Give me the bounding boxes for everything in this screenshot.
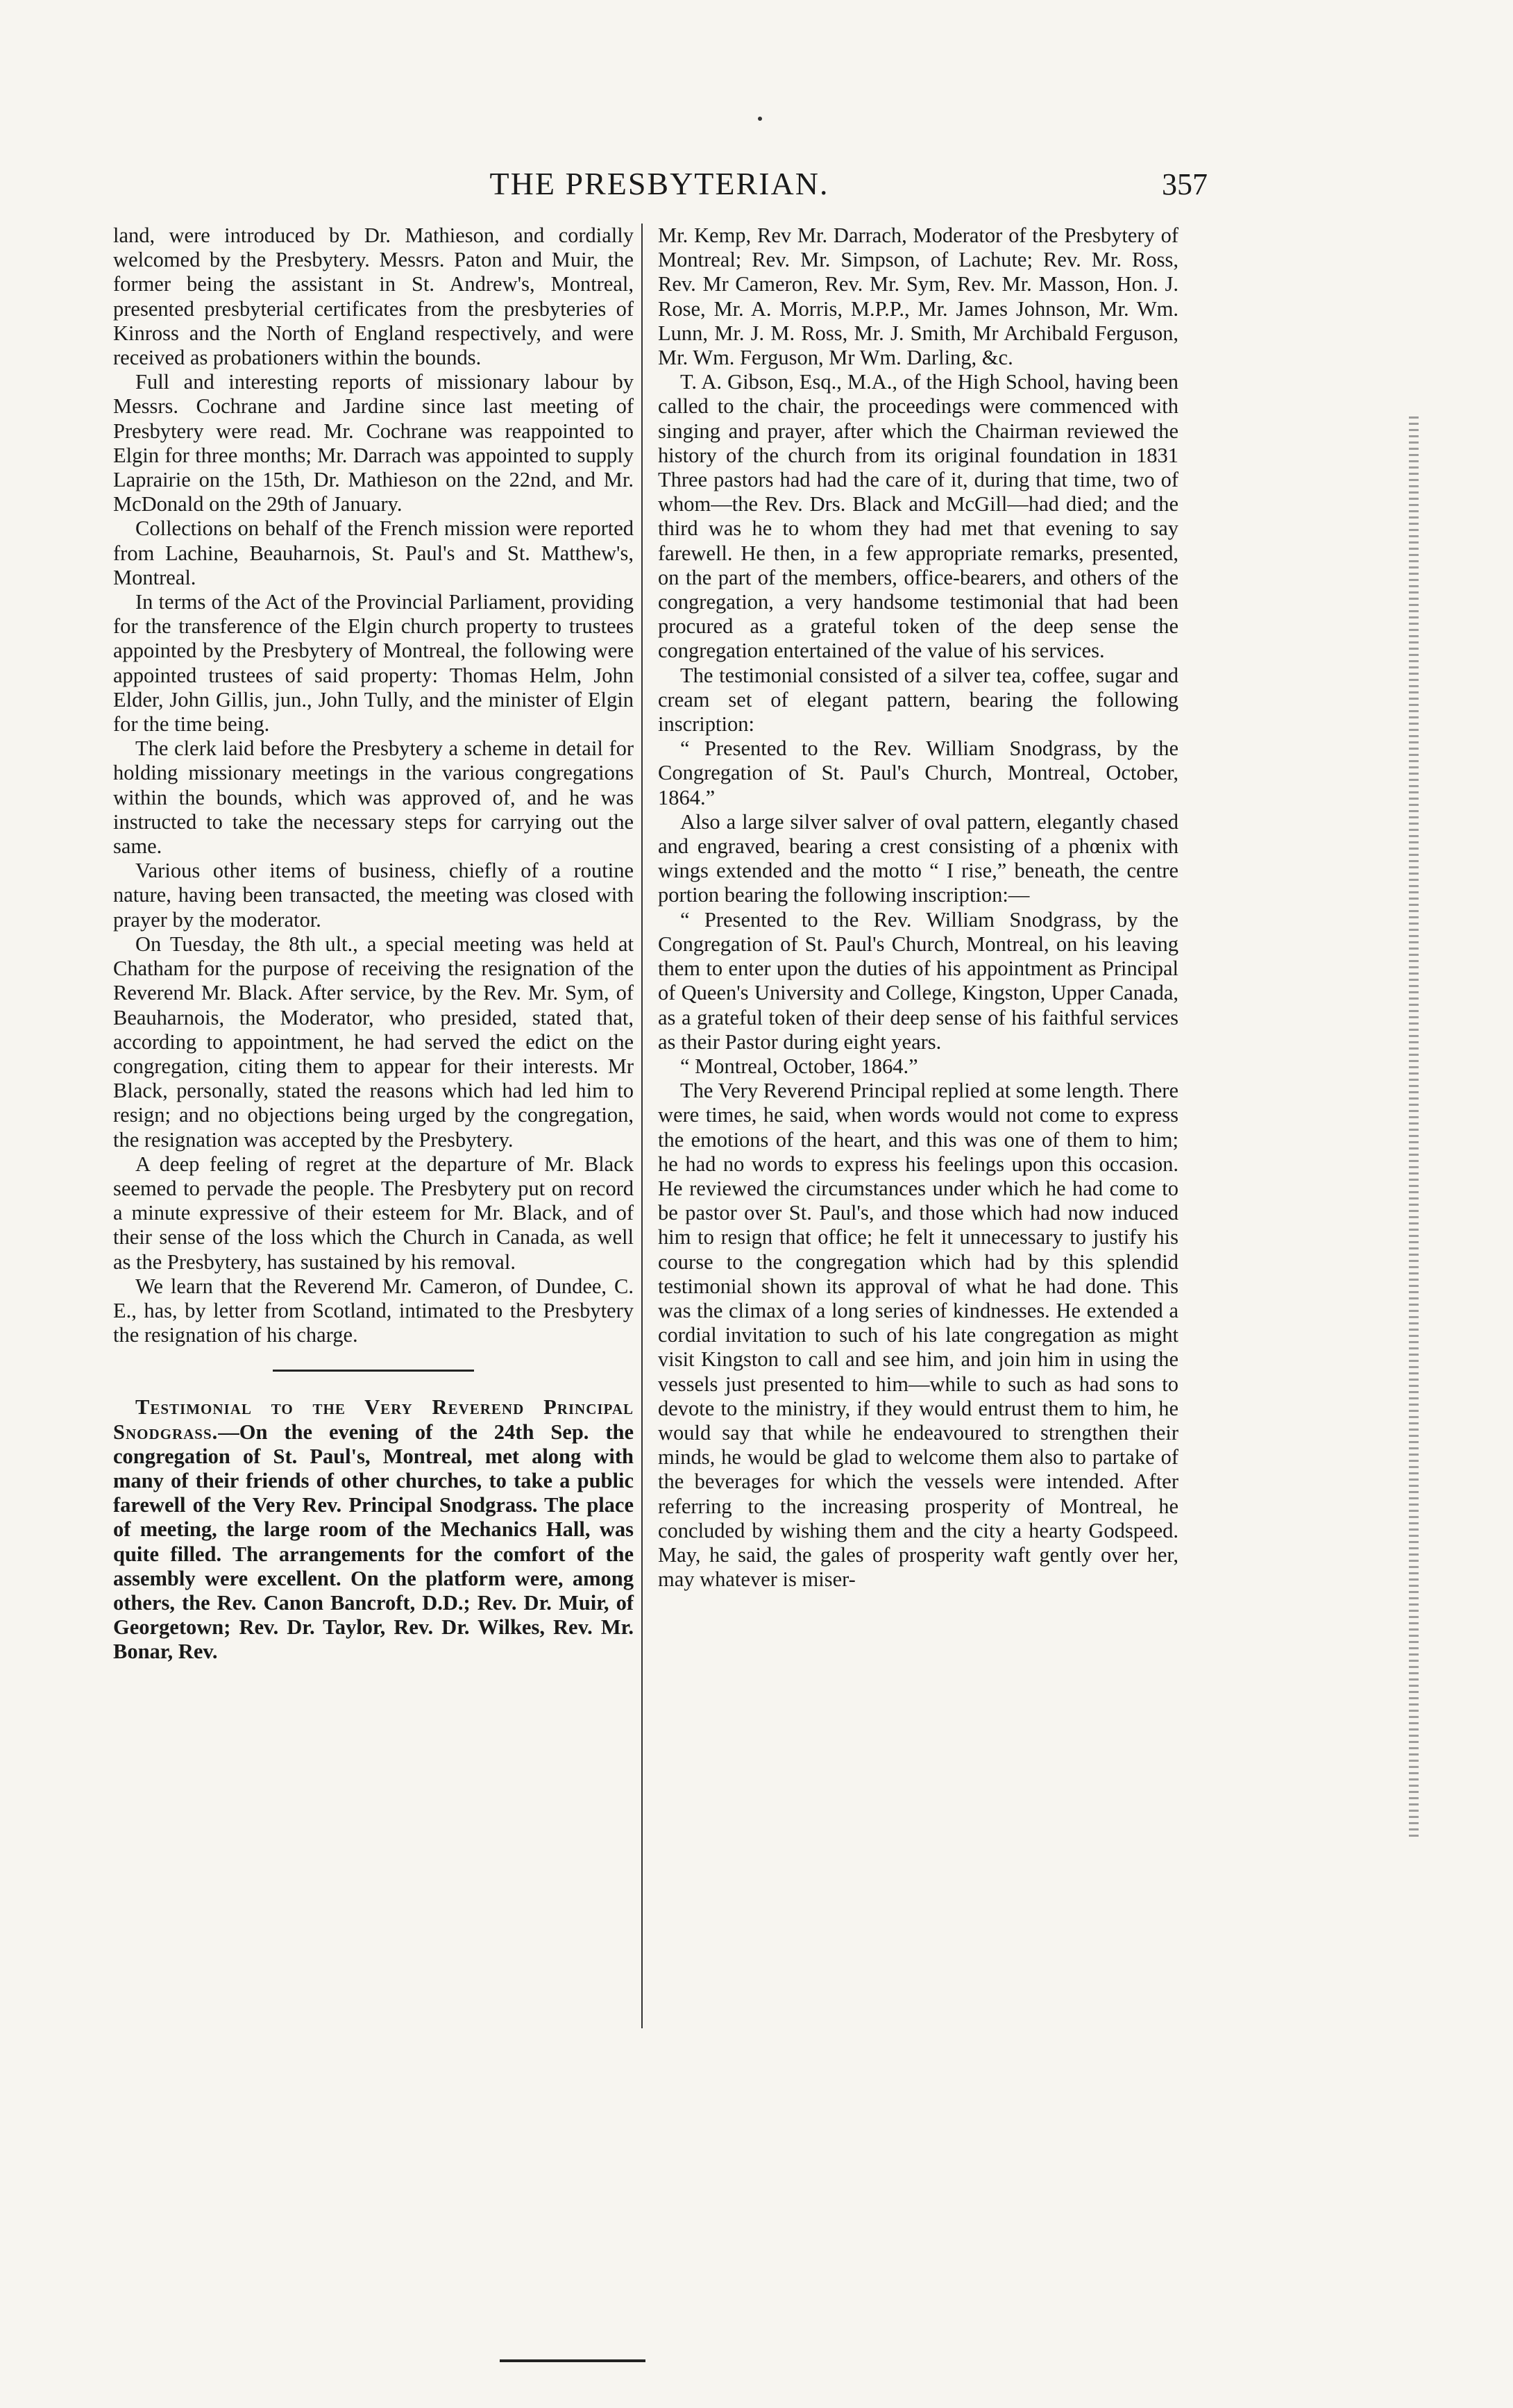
testimonial-text: —On the evening of the 24th Sep. the congregation of St. Paul's, Montreal, met along with many of their friends of other churches, to take a public farewell of the Very Rev. Principal Snodgrass. The place of meeting, the large room of the Mechanics Hall, was quite filled. The arrangements for the comfort of the assembly were excellent. On the platform were, among others, the Rev. Canon Bancroft, D.D.; Rev. Dr. Muir, of Georgetown; Rev. Dr. Taylor, Rev. Dr. Wilkes, Rev. Mr. Bonar, Rev. xyxy=(113,1420,634,1664)
column-divider xyxy=(641,224,643,2028)
binding-edge xyxy=(1409,416,1419,1839)
paragraph: Also a large silver salver of oval pattern, elegantly chased and engraved, bearing a crest consisting of a phœnix with wings extended and the motto “ I rise,” beneath, the centre portion bearing the following inscription:— xyxy=(658,809,1178,907)
paragraph: Various other items of business, chiefly of a routine nature, having been transacted, the meeting was closed with prayer by the moderator. xyxy=(113,859,634,932)
section-divider xyxy=(273,1370,474,1372)
paragraph: The testimonial consisted of a silver tea, coffee, sugar and cream set of elegant pattern, bearing the following inscription: xyxy=(658,663,1178,736)
footer-rule xyxy=(500,2359,645,2362)
page-number: 357 xyxy=(1162,167,1208,201)
inscription-date: “ Montreal, October, 1864.” xyxy=(680,1054,918,1078)
inscription: “ Presented to the Rev. William Snodgrass, by the Congregation of St. Paul's Church, Montreal, October, 1864.” xyxy=(658,736,1178,809)
testimonial-heading: Testimonial to the Very Reverend Principal Snodgrass. xyxy=(113,1395,634,1444)
paragraph: On Tuesday, the 8th ult., a special meeting was held at Chatham for the purpose of receiving the resignation of the Reverend Mr. Black. After service, by the Rev. Mr. Sym, of Beauharnois, the Moderator, who presided, stated that, according to appointment, he had served the edict on the congregation, citing them to appear for their interests. Mr Black, personally, stated the reasons which had led him to resign; and no objections being urged by the congregation, the resignation was accepted by the Presbytery. xyxy=(113,932,634,1152)
paragraph: We learn that the Reverend Mr. Cameron, of Dundee, C. E., has, by letter from Scotland, intimated to the Presbytery the resignation of his charge. xyxy=(113,1274,634,1347)
page-header xyxy=(111,165,1208,207)
inscription: “ Presented to the Rev. William Snodgrass, by the Congregation of St. Paul's Church, Montreal, on his leaving them to enter upon the duties of his appointment as Principal of Queen's University and College, Kingston, Upper Canada, as a grateful token of their deep sense of his faithful services as their Pastor during eight years. xyxy=(658,907,1178,1054)
paragraph: The Very Reverend Principal replied at some length. There were times, he said, when words would not come to express the emotions of the heart, and this was one of them to him; he had no words to express his feelings upon this occasion. He reviewed the circumstances under which he had come to be pastor over St. Paul's, and those which had now induced him to resign that office; he felt it unnecessary to justify his course to the congregation which had by this splendid testimonial shown its approval of what he had done. This was the climax of a long series of kindnesses. He extended a cordial invitation to such of his late congregation as might visit Kingston to call and see him, and join him in using the vessels just presented to him—while to such as had sons to devote to the ministry, if they would entrust them to him, he would say that while he endeavoured to strengthen their minds, he would be glad to welcome them also to partake of the beverages for which the vessels were intended. After referring to the increasing prosperity of Montreal, he concluded by wishing them and the city a hearty Godspeed. May, he said, the gales of prosperity waft gently over her, may whatever is miser- xyxy=(658,1079,1178,1592)
left-column xyxy=(113,224,634,1665)
right-column xyxy=(658,224,1178,1592)
running-title: THE PRESBYTERIAN. xyxy=(489,166,829,201)
paragraph: Collections on behalf of the French mission were reported from Lachine, Beauharnois, St. Paul's and St. Matthew's, Montreal. xyxy=(113,516,634,589)
paragraph: T. A. Gibson, Esq., M.A., of the High School, having been called to the chair, the proceedings were commenced with singing and prayer, after which the Chairman reviewed the history of the church from its original foundation in 1831 Three pastors had had the care of it, during that time, two of whom—the Rev. Drs. Black and McGill—had died; and the third was he to whom they had met that evening to say farewell. He then, in a few appropriate remarks, presented, on the part of the members, office-bearers, and others of the congregation, a very handsome testimonial that had been procured as a grateful token of the deep sense the congregation entertained of the value of his services. xyxy=(658,370,1178,663)
paragraph: land, were introduced by Dr. Mathieson, and cordially welcomed by the Presbytery. Messrs. Paton and Muir, the former being the assistant in St. Andrew's, Montreal, presented presbyterial certificates from the presbyteries of Kinross and the North of England respectively, and were received as probationers within the bounds. xyxy=(113,224,634,370)
paragraph: A deep feeling of regret at the departure of Mr. Black seemed to pervade the people. The Presbytery put on record a minute expressive of their esteem for Mr. Black, and of their sense of the loss which the Church in Canada, as well as the Presbytery, has sustained by his removal. xyxy=(113,1152,634,1274)
speck xyxy=(758,117,762,121)
paragraph: The clerk laid before the Presbytery a scheme in detail for holding missionary meetings in the various congregations within the bounds, which was approved of, and he was instructed to take the necessary steps for carrying out the same. xyxy=(113,736,634,859)
paragraph: In terms of the Act of the Provincial Parliament, providing for the transference of the Elgin church property to trustees appointed by the Presbytery of Montreal, the following were appointed trustees of said property: Thomas Helm, John Elder, John Gillis, jun., John Tully, and the minister of Elgin for the time being. xyxy=(113,590,634,736)
paragraph: Full and interesting reports of missionary labour by Messrs. Cochrane and Jardine since last meeting of Presbytery were read. Mr. Cochrane was reappointed to Elgin for three months; Mr. Darrach was appointed to supply Laprairie on the 15th, Dr. Mathieson on the 22nd, and Mr. McDonald on the 29th of January. xyxy=(113,370,634,516)
paragraph: Mr. Kemp, Rev Mr. Darrach, Moderator of the Presbytery of Montreal; Rev. Mr. Simpson, of Lachute; Rev. Mr. Ross, Rev. Mr Cameron, Rev. Mr. Sym, Rev. Mr. Masson, Hon. J. Rose, Mr. A. Morris, M.P.P., Mr. James Johnson, Mr. Wm. Lunn, Mr. J. M. Ross, Mr. J. Smith, Mr Archibald Ferguson, Mr. Wm. Ferguson, Mr Wm. Darling, &c. xyxy=(658,224,1178,370)
testimonial-article xyxy=(113,1395,634,1664)
